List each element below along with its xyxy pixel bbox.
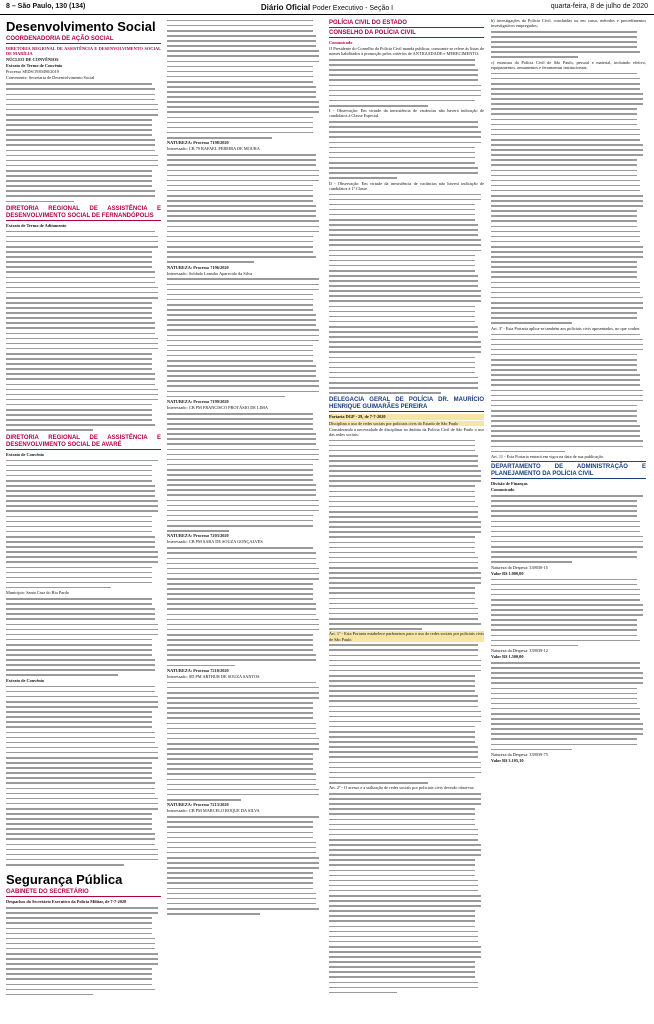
text-p: I - Observação: Em virtude da inexistência de vacâncias não haverá indicação de candidatos à Classe Especial. — [329, 108, 484, 119]
text-block — [167, 680, 322, 802]
text-block — [491, 29, 646, 60]
text-p: NATUREZA: Processo 7198/2020 — [167, 140, 229, 146]
text-p: Despachos do Secretário Executivo da Polícia Militar, de 7-7-2020 — [6, 899, 127, 905]
page-number: 8 – São Paulo, 130 (134) — [6, 3, 86, 10]
text-p: Extrato de Termo de Aditamento — [6, 222, 67, 228]
text-p: Interessado: CB PM SARA DE SOUZA GONÇALVES — [167, 539, 263, 545]
text-block — [6, 458, 161, 590]
text-block — [6, 905, 161, 997]
text-p: Natureza da Despesa: 339039-12 — [491, 648, 548, 654]
subsection-gabinete: GABINETE DO SECRETÁRIO — [6, 889, 161, 897]
text-block — [329, 119, 484, 180]
text-p: NÚCLEO DE CONVÊNIOS — [6, 57, 59, 63]
text-p-highlight: Art. 1º - Esta Portaria estabelece parâmetros para o uso de redes sociais por policiais civis de São Paulo. — [329, 631, 484, 642]
text-p: Art. 11 - Esta Portaria entrará em vigor na data de sua publicação. — [491, 453, 605, 459]
text-p: Natureza da Despesa: 339039-75 — [491, 751, 548, 757]
text-p: O Presidente do Conselho da Polícia Civil manda publicar, consoante se refere às listas de nomes habilitados à promoção pelos critérios de ANTIGUIDADE e MERECIMENTO: — [329, 46, 484, 57]
publication-date: quarta-feira, 8 de julho de 2020 — [550, 3, 648, 10]
text-p: NATUREZA: Processo 7210/2020 — [167, 667, 229, 673]
text-p: Art. 2º - O acesso e a utilização de redes sociais por policiais civis deverão observar: — [329, 785, 475, 791]
text-p: DIRETORIA REGIONAL DE ASSISTÊNCIA E DESENVOLVIMENTO SOCIAL DE MARÍLIA — [6, 46, 161, 57]
text-p: NATUREZA: Processo 7203/2020 — [167, 533, 229, 539]
text-block — [329, 192, 484, 396]
text-line — [167, 663, 322, 668]
column-4 — [491, 18, 646, 1018]
subsection-fernandopolis: DIRETORIA REGIONAL DE ASSISTÊNCIA E DESENVOLVIMENTO SOCIAL DE FERNANDÓPOLIS — [6, 205, 161, 219]
subsection-avare: DIRETORIA REGIONAL DE ASSISTÊNCIA E DESENVOLVIMENTO SOCIAL DE AVARÉ — [6, 434, 161, 448]
subsection-delegacia-geral: DELEGACIA GERAL DE POLÍCIA DR. MAURÍCIO HENRIQUE GUIMARÃES PEREIRA — [329, 397, 484, 411]
text-line — [167, 259, 322, 264]
text-p: Valor R$ 1.500,00 — [491, 654, 524, 660]
text-p: Interessado: Soldado Leandro Aparecido da Silva — [167, 270, 253, 276]
text-p: c) estrutura da Polícia Civil de São Paulo, pessoal e material, incluindo efetivo, equipamentos, armamentos e ferramentas institucionais; — [491, 59, 646, 70]
text-block — [6, 684, 161, 867]
text-p: Extrato de Convênio — [6, 451, 44, 457]
text-block — [167, 814, 322, 916]
text-p: Convenente: Secretaria de Desenvolvimento Social — [6, 75, 95, 81]
text-block — [6, 596, 161, 678]
text-block — [329, 791, 484, 995]
text-p: Interessado: CB PM FRANCISCO PROTÁSIO DE LIMA — [167, 405, 268, 411]
text-p: Interessado: SD PM ARTHUR DE SOUZA SANTOS — [167, 673, 260, 679]
divider — [491, 461, 646, 462]
subsection-policia-civil: POLÍCIA CIVIL DO ESTADO — [329, 20, 484, 28]
text-line — [491, 559, 646, 564]
text-line — [329, 103, 484, 108]
text-block — [6, 229, 161, 433]
text-line — [6, 428, 161, 433]
text-line — [167, 528, 322, 533]
text-p: Interessado: CB 79 RAFAEL PEREIRA DE MOURA — [167, 146, 260, 152]
text-p: Valor R$ 3.105,10 — [491, 758, 524, 764]
section-title-seguranca: Segurança Pública — [6, 872, 123, 888]
text-p: Extrato de Convênio — [6, 677, 44, 683]
text-block — [167, 152, 322, 264]
text-p: Art. 3º - Esta Portaria aplica-se também aos policiais civis aposentados, no que couber. — [491, 325, 641, 331]
text-line — [6, 862, 161, 867]
text-p: Comunicado — [491, 487, 515, 493]
text-line — [491, 747, 646, 752]
paper-section: Poder Executivo - Seção I — [312, 5, 394, 12]
text-block — [491, 71, 646, 326]
text-line — [6, 199, 161, 204]
section-title-desenvolvimento: Desenvolvimento Social — [6, 19, 156, 34]
text-p: Considerando a necessidade de disciplinar no âmbito da Polícia Civil de São Paulo o uso das redes sociais; — [329, 426, 484, 437]
text-line — [491, 55, 646, 60]
text-p: NATUREZA: Processo 7196/2020 — [167, 264, 229, 270]
column-2 — [167, 18, 322, 1018]
text-line — [329, 626, 484, 631]
text-block — [167, 18, 322, 140]
text-line — [167, 135, 322, 140]
text-block — [491, 660, 646, 752]
text-block — [329, 643, 484, 786]
text-p: Natureza da Despesa: 339030-15 — [491, 564, 548, 570]
text-p: Interessado: CB PM MARCELO ROQUE DA SILVA — [167, 808, 260, 814]
text-block — [167, 411, 322, 533]
text-p: Município: Santa Cruz do Rio Pardo — [6, 590, 69, 596]
text-block — [491, 577, 646, 648]
text-p: NATUREZA: Processo 7213/2020 — [167, 802, 229, 808]
text-block — [167, 546, 322, 668]
text-line — [491, 449, 646, 454]
text-line — [167, 797, 322, 802]
text-p: Comunicado — [329, 40, 353, 45]
text-line — [6, 673, 161, 678]
text-p: NATUREZA: Processo 7199/2020 — [167, 398, 229, 404]
subsection-conselho: CONSELHO DA POLÍCIA CIVIL — [329, 30, 484, 38]
text-line — [167, 394, 322, 399]
subsection-coordenadoria: COORDENADORIA DE AÇÃO SOCIAL — [6, 36, 161, 44]
text-line — [329, 390, 484, 395]
text-block — [329, 57, 484, 108]
text-p: II - Observação: Em virtude da inexistência de vacâncias não haverá indicação de candidatos à 1ª Classe. — [329, 180, 484, 191]
text-line — [6, 992, 161, 997]
text-block — [491, 332, 646, 454]
text-line — [491, 321, 646, 326]
portaria-summary: Disciplina o uso de redes sociais por policiais civis do Estado de São Paulo — [329, 421, 484, 426]
text-block — [491, 493, 646, 564]
text-p: b) investigações da Polícia Civil, concluídas ou em curso, métodos e procedimentos investigativos empregados; — [491, 18, 646, 29]
text-line — [329, 780, 484, 785]
column-1 — [6, 18, 161, 1018]
text-line — [491, 643, 646, 648]
subsection-departamento: DEPARTAMENTO DE ADMINISTRAÇÃO E PLANEJAMENTO DA POLÍCIA CIVIL — [491, 464, 646, 478]
text-line — [6, 585, 161, 590]
text-p: Extrato de Termo de Convênio — [6, 63, 63, 69]
text-p: Valor R$ 1.000,00 — [491, 570, 524, 576]
column-3 — [329, 18, 484, 1018]
text-line — [167, 911, 322, 916]
text-p: Divisão de Finanças — [491, 481, 528, 487]
text-line — [329, 175, 484, 180]
page-header — [0, 0, 654, 15]
text-p: Processo SEDS/1939490/2019 — [6, 69, 59, 75]
text-block — [167, 277, 322, 399]
text-block — [329, 438, 484, 632]
portaria-title: Portaria DGP - 29, de 7-7-2020 — [329, 414, 484, 419]
text-line — [329, 990, 484, 995]
paper-name: Diário Oficial — [260, 3, 311, 12]
text-block — [6, 82, 161, 204]
